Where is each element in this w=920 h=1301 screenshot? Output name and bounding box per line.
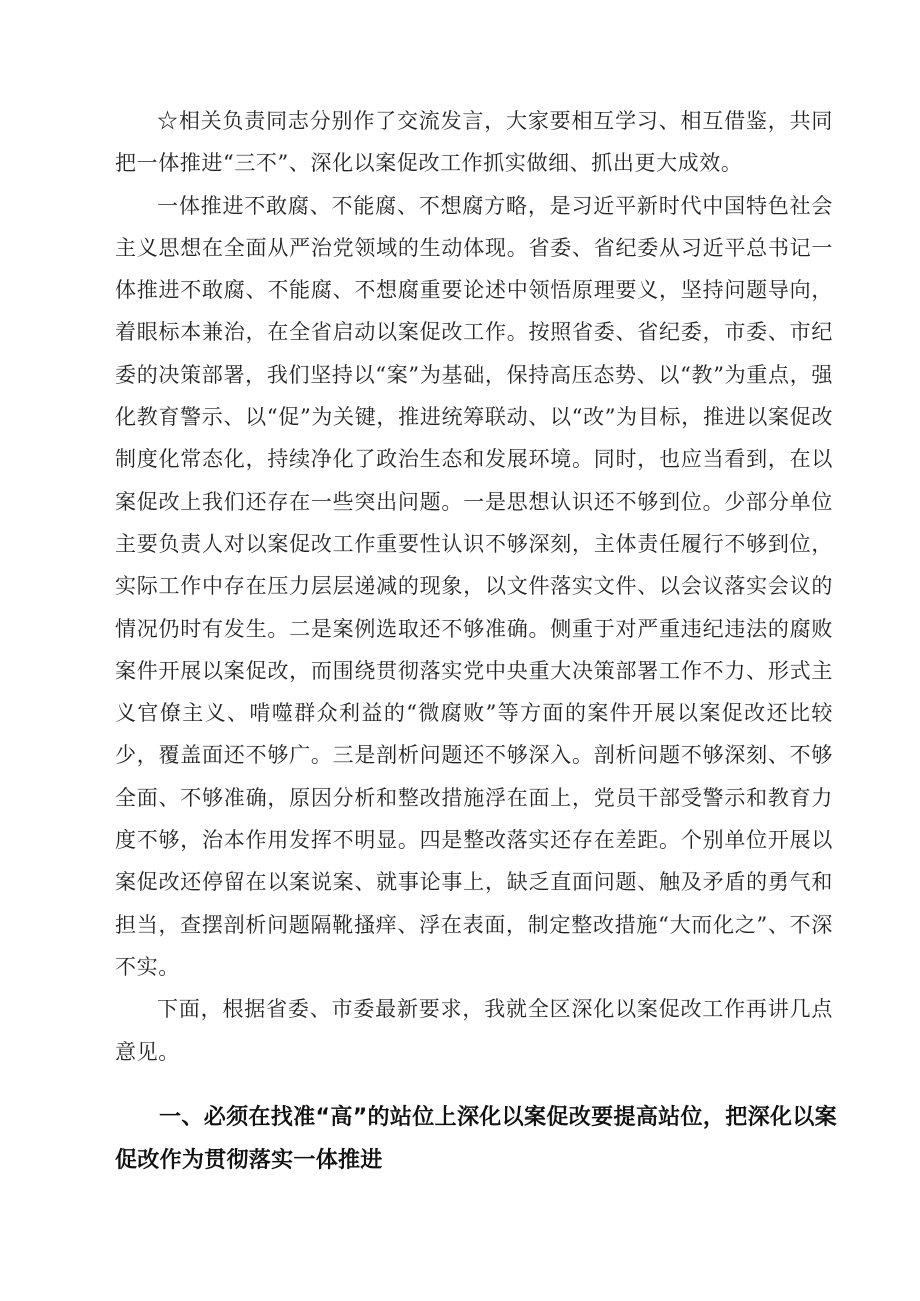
paragraph-main-discussion: 一体推进不敢腐、不能腐、不想腐方略，是习近平新时代中国特色社会主义思想在全面从严治党领域的生动体现。省委、省纪委从习近平总书记一体推进不敢腐、不能腐、不想腐重要论述中领悟原理要义，坚持问题导向，着眼标本兼治，在全省启动以案促改工作。按照省委、省纪委，市委、市纪委的决策部署，我们坚持以“案”为基础，保持高压态势、以“教”为重点，强化教育警示、以“促”为关键，推进统筹联动、以“改”为目标，推进以案促改制度化常态化，持续净化了政治生态和发展环境。同时，也应当看到，在以案促改上我们还存在一些突出问题。一是思想认识还不够到位。少部分单位主要负责人对以案促改工作重要性认识不够深刻，主体责任履行不够到位，实际工作中存在压力层层递减的现象，以文件落实文件、以会议落实会议的情况仍时有发生。二是案例选取还不够准确。侧重于对严重违纪违法的腐败案件开展以案促改，而围绕贯彻落实党中央重大决策部署工作不力、形式主义官僚主义、啃噬群众利益的“微腐败”等方面的案件开展以案促改还比较少，覆盖面还不够广。三是剖析问题还不够深入。剖析问题不够深刻、不够全面、不够准确，原因分析和整改措施浮在面上，党员干部受警示和教育力度不够，治本作用发挥不明显。四是整改落实还存在差距。个别单位开展以案促改还停留在以案说案、就事论事上，缺乏直面问题、触及矛盾的勇气和担当，查摆剖析问题隔靴搔痒、浮在表面，制定整改措施“大而化之”、不深不实。	[115, 193, 833, 979]
paragraph-introduction-of-opinions: 下面，根据省委、市委最新要求，我就全区深化以案促改工作再讲几点意见。	[115, 997, 833, 1064]
section-heading-one: 一、必须在找准“高”的站位上深化以案促改要提高站位，把深化以案促改作为贯彻落实一体推进	[115, 1105, 837, 1173]
paragraph-exchange-remarks: ☆相关负责同志分别作了交流发言，大家要相互学习、相互借鉴，共同把一体推进“三不”、深化以案促改工作抓实做细、抓出更大成效。	[115, 109, 833, 176]
document-body	[115, 100, 833, 1073]
